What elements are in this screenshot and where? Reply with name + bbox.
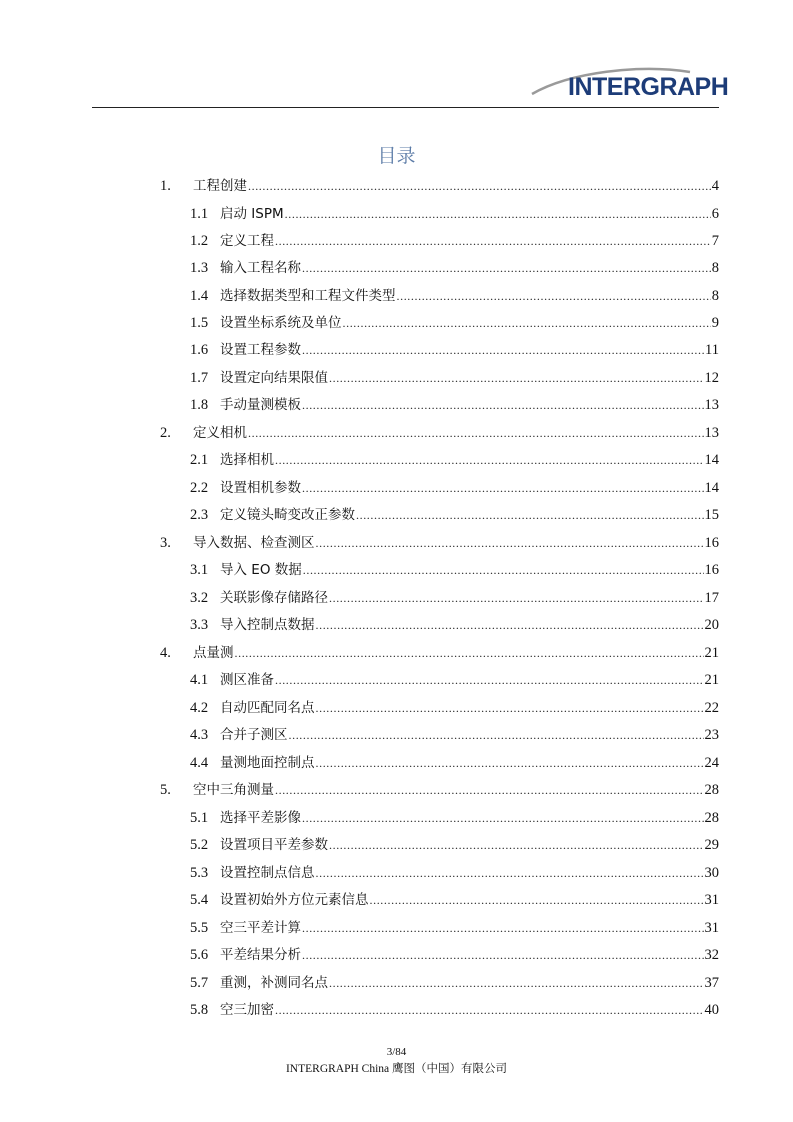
toc-entry-page: 22 xyxy=(704,700,719,716)
toc-entry[interactable] xyxy=(190,204,719,224)
toc-entry[interactable] xyxy=(190,588,719,608)
toc-entry-label: 定义镜头畸变改正参数 xyxy=(220,507,355,523)
toc-entry[interactable] xyxy=(190,286,719,306)
toc-entry-label: 选择平差影像 xyxy=(220,810,301,826)
toc-entry-page: 32 xyxy=(704,947,719,963)
toc-entry-page: 11 xyxy=(705,342,719,358)
toc-entry[interactable] xyxy=(160,176,719,196)
toc-entry-number: 1.6 xyxy=(190,342,209,358)
toc-dot-leader xyxy=(302,808,704,828)
toc-entry-number: 4.4 xyxy=(190,755,209,771)
toc-entry-label: 平差结果分析 xyxy=(220,947,301,963)
toc-entry[interactable] xyxy=(160,423,719,443)
toc-entry[interactable] xyxy=(190,945,719,965)
toc-entry[interactable] xyxy=(190,698,719,718)
toc-entry-page: 21 xyxy=(704,645,719,661)
toc-entry-page: 9 xyxy=(711,315,719,331)
toc-dot-leader xyxy=(275,231,711,251)
logo-text: INTERGRAPH xyxy=(568,73,729,101)
toc-dot-leader xyxy=(248,176,711,196)
toc-entry-number: 5.3 xyxy=(190,865,209,881)
toc-entry-number: 4.2 xyxy=(190,700,209,716)
toc-entry-page: 13 xyxy=(704,397,719,413)
header-divider xyxy=(92,107,719,108)
toc-dot-leader xyxy=(275,670,704,690)
footer-company: INTERGRAPH China 鹰图（中国）有限公司 xyxy=(285,1063,508,1075)
toc-entry-page: 8 xyxy=(711,288,719,304)
toc-entry-number: 3.1 xyxy=(190,562,209,578)
toc-entry-page: 28 xyxy=(704,810,719,826)
toc-entry-page: 15 xyxy=(704,507,719,523)
toc-entry-number: 5.2 xyxy=(190,837,209,853)
toc-entry-page: 24 xyxy=(704,755,719,771)
toc-entry-label: 重测，补测同名点 xyxy=(220,975,328,991)
toc-entry[interactable] xyxy=(190,725,719,745)
toc-dot-leader xyxy=(302,918,704,938)
toc-entry-page: 6 xyxy=(711,206,719,222)
toc-entry[interactable] xyxy=(190,918,719,938)
toc-dot-leader xyxy=(248,423,704,443)
toc-entry-label: 选择相机 xyxy=(220,452,274,468)
toc-entry-page: 16 xyxy=(704,562,719,578)
toc-entry-page: 20 xyxy=(704,617,719,633)
toc-entry-number: 5.6 xyxy=(190,947,209,963)
toc-entry[interactable] xyxy=(190,753,719,773)
toc-dot-leader xyxy=(329,588,704,608)
toc-entry[interactable] xyxy=(190,670,719,690)
toc-entry[interactable] xyxy=(190,973,719,993)
toc-dot-leader xyxy=(302,258,711,278)
toc-entry-number: 1.5 xyxy=(190,315,209,331)
toc-entry-label: 设置初始外方位元素信息 xyxy=(220,892,369,908)
toc-entry-number: 5.7 xyxy=(190,975,209,991)
toc-entry[interactable] xyxy=(190,395,719,415)
toc-entry-number: 2. xyxy=(160,425,171,441)
toc-entry-number: 1. xyxy=(160,178,171,194)
toc-dot-leader xyxy=(275,1000,704,1020)
toc-dot-leader xyxy=(397,286,711,306)
toc-entry-page: 40 xyxy=(704,1002,719,1018)
toc-entry[interactable] xyxy=(190,258,719,278)
toc-entry-label: 设置坐标系统及单位 xyxy=(220,315,342,331)
toc-entry[interactable] xyxy=(190,835,719,855)
toc-entry-number: 1.4 xyxy=(190,288,209,304)
toc-entry-number: 4. xyxy=(160,645,171,661)
toc-dot-leader xyxy=(316,698,704,718)
toc-dot-leader xyxy=(356,505,704,525)
toc-entry-number: 2.3 xyxy=(190,507,209,523)
toc-entry-label: 空三加密 xyxy=(220,1002,274,1018)
toc-entry-page: 17 xyxy=(704,590,719,606)
toc-entry-number: 1.1 xyxy=(190,206,209,222)
toc-dot-leader xyxy=(302,945,704,965)
toc-entry-label: 自动匹配同名点 xyxy=(220,700,315,716)
toc-entry-label: 设置工程参数 xyxy=(220,342,301,358)
toc-dot-leader xyxy=(316,615,704,635)
toc-entry-label: 定义相机 xyxy=(193,425,247,441)
toc-entry-label: 量测地面控制点 xyxy=(220,755,315,771)
toc-dot-leader xyxy=(343,313,711,333)
toc-entry-page: 14 xyxy=(704,480,719,496)
toc-dot-leader xyxy=(329,368,704,388)
toc-entry[interactable] xyxy=(160,643,719,663)
toc-entry-number: 2.1 xyxy=(190,452,209,468)
toc-entry-label: 设置控制点信息 xyxy=(220,865,315,881)
toc-entry-number: 5. xyxy=(160,782,171,798)
toc-entry[interactable] xyxy=(190,808,719,828)
toc-entry[interactable] xyxy=(190,890,719,910)
toc-entry-number: 1.8 xyxy=(190,397,209,413)
toc-entry-label: 导入 EO 数据 xyxy=(220,562,302,578)
toc-dot-leader xyxy=(329,835,704,855)
toc-entry-page: 8 xyxy=(711,260,719,276)
toc-entry-page: 31 xyxy=(704,892,719,908)
toc-entry-page: 28 xyxy=(704,782,719,798)
toc-entry-number: 5.1 xyxy=(190,810,209,826)
toc-entry-page: 23 xyxy=(704,727,719,743)
toc-dot-leader xyxy=(316,753,704,773)
toc-entry-number: 3.2 xyxy=(190,590,209,606)
toc-dot-leader xyxy=(303,560,704,580)
page-indicator: 3/84 xyxy=(386,1046,407,1058)
toc-entry-number: 3. xyxy=(160,535,171,551)
toc-entry-number: 1.7 xyxy=(190,370,209,386)
toc-entry[interactable] xyxy=(160,780,719,800)
toc-dot-leader xyxy=(302,340,704,360)
toc-entry-page: 21 xyxy=(704,672,719,688)
toc-title: 目录 xyxy=(377,145,416,167)
toc-entry-label: 导入控制点数据 xyxy=(220,617,315,633)
toc-entry-label: 空三平差计算 xyxy=(220,920,301,936)
toc-entry[interactable] xyxy=(190,478,719,498)
toc-dot-leader xyxy=(302,478,704,498)
toc-dot-leader xyxy=(289,725,704,745)
toc-dot-leader xyxy=(316,533,704,553)
toc-dot-leader xyxy=(316,863,704,883)
toc-entry-page: 12 xyxy=(704,370,719,386)
toc-entry-label: 导入数据、检查测区 xyxy=(193,535,315,551)
toc-entry-label: 手动量测模板 xyxy=(220,397,301,413)
toc-entry-label: 空中三角测量 xyxy=(193,782,274,798)
toc-entry[interactable] xyxy=(190,863,719,883)
toc-dot-leader xyxy=(275,450,704,470)
toc-entry-label: 启动 ISPM xyxy=(220,206,284,222)
toc-entry-page: 13 xyxy=(704,425,719,441)
toc-dot-leader xyxy=(275,780,704,800)
toc-entry[interactable] xyxy=(190,450,719,470)
toc-dot-leader xyxy=(235,643,704,663)
toc-entry-page: 7 xyxy=(711,233,719,249)
toc-entry-label: 测区准备 xyxy=(220,672,274,688)
intergraph-logo xyxy=(530,62,729,102)
toc-entry-page: 29 xyxy=(704,837,719,853)
toc-entry[interactable] xyxy=(190,231,719,251)
toc-entry-page: 30 xyxy=(704,865,719,881)
toc-entry-number: 2.2 xyxy=(190,480,209,496)
toc-entry[interactable] xyxy=(190,340,719,360)
toc-entry[interactable] xyxy=(190,313,719,333)
toc-dot-leader xyxy=(302,395,704,415)
toc-entry-number: 1.2 xyxy=(190,233,209,249)
toc-entry-number: 4.1 xyxy=(190,672,209,688)
toc-entry-number: 5.8 xyxy=(190,1002,209,1018)
toc-entry-label: 设置定向结果限值 xyxy=(220,370,328,386)
toc-entry[interactable] xyxy=(160,533,719,553)
toc-entry-page: 16 xyxy=(704,535,719,551)
toc-entry-number: 5.5 xyxy=(190,920,209,936)
toc-entry-page: 4 xyxy=(711,178,719,194)
toc-entry-label: 设置相机参数 xyxy=(220,480,301,496)
toc-entry-label: 定义工程 xyxy=(220,233,274,249)
toc-entry[interactable] xyxy=(190,615,719,635)
toc-entry[interactable] xyxy=(190,560,719,580)
toc-entry-page: 14 xyxy=(704,452,719,468)
toc-entry-page: 37 xyxy=(704,975,719,991)
toc-entry-number: 5.4 xyxy=(190,892,209,908)
toc-entry-label: 选择数据类型和工程文件类型 xyxy=(220,288,396,304)
toc-entry-number: 1.3 xyxy=(190,260,209,276)
toc-entry-label: 合并子测区 xyxy=(220,727,288,743)
toc-entry[interactable] xyxy=(190,1000,719,1020)
toc-entry-label: 关联影像存储路径 xyxy=(220,590,328,606)
toc-entry-label: 输入工程名称 xyxy=(220,260,301,276)
toc-dot-leader xyxy=(370,890,704,910)
toc-entry[interactable] xyxy=(190,505,719,525)
toc-entry-label: 点量测 xyxy=(193,645,234,661)
toc-entry[interactable] xyxy=(190,368,719,388)
toc-entry-number: 3.3 xyxy=(190,617,209,633)
toc-entry-label: 工程创建 xyxy=(193,178,247,194)
toc-entry-page: 31 xyxy=(704,920,719,936)
toc-dot-leader xyxy=(329,973,704,993)
toc-entry-number: 4.3 xyxy=(190,727,209,743)
toc-dot-leader xyxy=(285,204,711,224)
toc-entry-label: 设置项目平差参数 xyxy=(220,837,328,853)
